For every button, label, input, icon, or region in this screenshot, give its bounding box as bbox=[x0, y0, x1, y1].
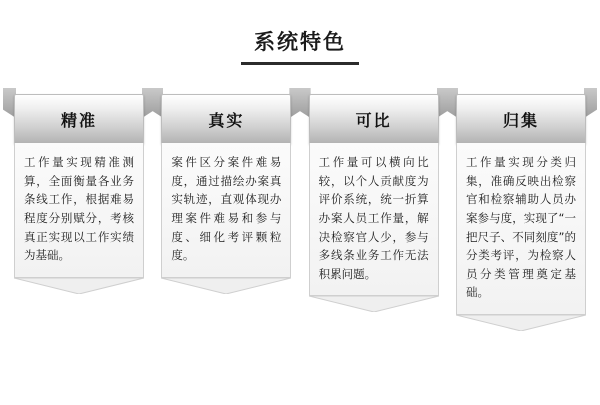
feature-panel-4 bbox=[456, 143, 586, 331]
feature-columns bbox=[0, 88, 600, 331]
title-underline bbox=[241, 62, 359, 65]
feature-column-4 bbox=[456, 88, 586, 331]
ribbon-banner-1 bbox=[14, 88, 144, 144]
ribbon-label-2: 真实 bbox=[208, 110, 245, 130]
page-title bbox=[0, 0, 600, 65]
page-title-text: 系统特色 bbox=[254, 30, 346, 54]
ribbon-label-3: 可比 bbox=[355, 110, 392, 130]
feature-panel-2 bbox=[161, 143, 291, 294]
feature-panel-box-4 bbox=[456, 143, 586, 315]
feature-column-2 bbox=[161, 88, 291, 331]
feature-column-3 bbox=[309, 88, 439, 331]
ribbon-body-1 bbox=[14, 94, 144, 144]
panel-pointer-2 bbox=[161, 278, 291, 294]
panel-pointer-4 bbox=[456, 315, 586, 331]
ribbon-label-4: 归集 bbox=[502, 110, 539, 130]
feature-panel-3 bbox=[309, 143, 439, 312]
feature-text-2: 案件区分案件难易度，通过描绘办案真实轨迹，直观体现办理案件难易和参与度、细化考评颗粒度。 bbox=[171, 155, 282, 263]
feature-panel-1 bbox=[14, 143, 144, 294]
feature-panel-box-1 bbox=[14, 143, 144, 278]
ribbon-banner-2 bbox=[161, 88, 291, 144]
ribbon-body-2 bbox=[161, 94, 291, 144]
panel-pointer-3 bbox=[309, 296, 439, 312]
ribbon-label-1: 精准 bbox=[60, 110, 97, 130]
feature-panel-box-3 bbox=[309, 143, 439, 296]
feature-text-1: 工作量实现精准测算，全面衡量各业务条线工作，根据难易程度分别赋分，考核真正实现以工作实绩为基础。 bbox=[24, 155, 134, 263]
feature-text-3: 工作量可以横向比较，以个人贡献度为评价系统，统一折算办案人员工作量，解决检察官人少，参与多线条业务工作无法积累问题。 bbox=[318, 155, 429, 281]
feature-panel-box-2 bbox=[161, 143, 291, 278]
ribbon-banner-4 bbox=[456, 88, 586, 144]
panel-pointer-1 bbox=[14, 278, 144, 294]
ribbon-body-3 bbox=[309, 94, 439, 144]
feature-text-4: 工作量实现分类归集，准确反映出检察官和检察辅助人员办案参与度，实现了“一把尺子、不同刻度”的分类考评，为检察人员分类管理奠定基础。 bbox=[465, 155, 576, 300]
feature-column-1 bbox=[14, 88, 144, 331]
ribbon-body-4 bbox=[456, 94, 586, 144]
ribbon-banner-3 bbox=[309, 88, 439, 144]
